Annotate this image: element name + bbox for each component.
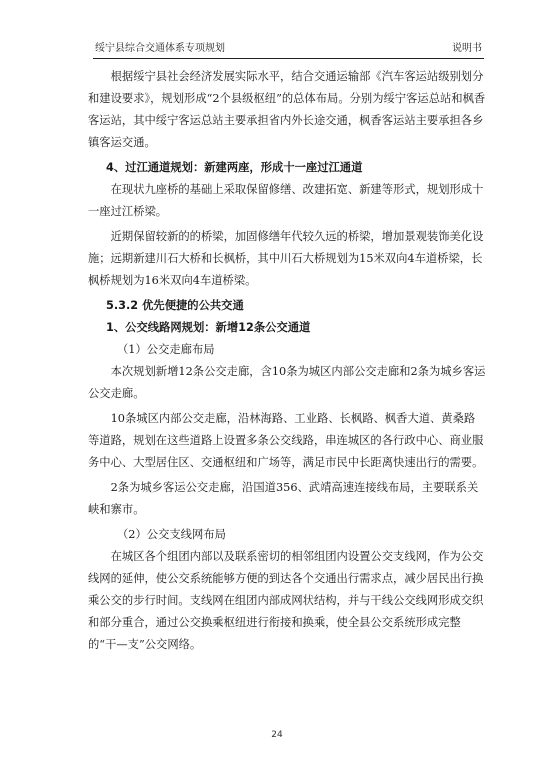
- page-body: [88, 66, 486, 656]
- subheading-branch-network: （2）公交支线网布局: [117, 528, 226, 541]
- subheading-corridor-layout: （1）公交走廊布局: [117, 343, 215, 356]
- heading-river-crossing: 4、过江通道规划：新建两座，形成十一座过江通道: [106, 161, 363, 174]
- page-header: [93, 38, 484, 59]
- paragraph-bridge-plan: 在现状九座桥的基础上采取保留修缮、改建拓宽、新建等形式，规划形成十一座过江桥梁。: [88, 183, 484, 218]
- paragraph-bridge-phases: 近期保留较新的的桥梁，加固修缮年代较久远的桥梁，增加景观装饰美化设施；远期新建川石大桥和长枫桥，其中川石大桥规划为15米双向4车道桥梁，长枫桥规划为16米双向4车道桥梁。: [88, 230, 484, 287]
- paragraph-hub-layout: 根据绥宁县社会经济发展实际水平，结合交通运输部《汽车客运站级别划分和建设要求》，规划形成“2个县级枢纽”的总体布局。分别为绥宁客运总站和枫香客运站，其中绥宁客运总站主要承担省内外长途交通，枫香客运站主要承担各乡镇客运交通。: [88, 70, 486, 149]
- section-heading-public-transport: 5.3.2 优先便捷的公共交通: [106, 299, 244, 312]
- paragraph-branch-network: 在城区各个组团内部以及联系密切的相邻组团内设置公交支线网，作为公交线网的延伸，使公交系统能够方便的到达各个交通出行需求点，减少居民出行换乘公交的步行时间。支线网在组团内部成网状结构，并与干线公交线网形成交织和部分重合，通过公交换乘枢纽进行衔接和换乘，使全县公交系统形成完整的“干—支”公交网络。: [88, 550, 484, 651]
- paragraph-urban-corridors: 10条城区内部公交走廊，沿林海路、工业路、长枫路、枫香大道、黄桑路等道路，规划在这些道路上设置多条公交线路，串连城区的各行政中心、商业服务中心、大型居住区、交通枢纽和广场等，满足市民中长距离快速出行的需要。: [88, 412, 484, 469]
- page-number: 24: [271, 730, 283, 740]
- document-title: 绥宁县综合交通体系专项规划: [95, 43, 225, 54]
- paragraph-rural-corridors: 2条为城乡客运公交走廊，沿国道356、武靖高速连接线布局，主要联系关峡和寨市。: [88, 481, 479, 516]
- paragraph-new-corridors: 本次规划新增12条公交走廊，含10条为城区内部公交走廊和2条为城乡客运公交走廊。: [88, 365, 486, 400]
- document-type: 说明书: [452, 43, 482, 54]
- heading-bus-network: 1、公交线路网规划：新增12条公交通道: [106, 321, 311, 334]
